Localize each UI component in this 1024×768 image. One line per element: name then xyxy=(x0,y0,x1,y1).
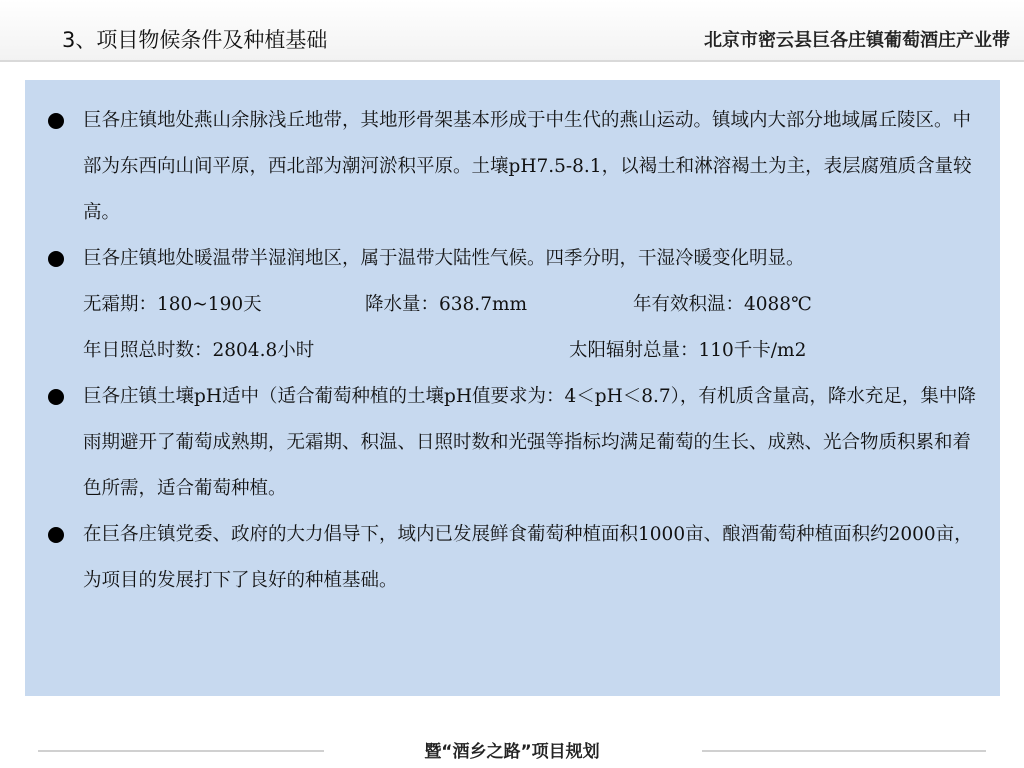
climate-stats-row-2 xyxy=(47,328,986,374)
content-panel xyxy=(25,80,1000,696)
paragraph-soil xyxy=(47,374,986,512)
bullet-icon xyxy=(48,251,64,267)
paragraph-text: 巨各庄镇地处燕山余脉浅丘地带，其地形骨架基本形成于中生代的燕山运动。镇域内大部分地域属丘陵区。中部为东西向山间平原，西北部为潮河淤积平原。土壤pH7.5-8.1，以褐土和淋溶褐土为主，表层腐殖质含量较高。 xyxy=(83,110,972,223)
footer-title: 暨“酒乡之路”项目规划 xyxy=(424,742,600,762)
bullet-icon xyxy=(48,389,64,405)
accumulated-temp-stat: 年有效积温：4088℃ xyxy=(633,294,812,315)
climate-stats-row-1 xyxy=(47,282,986,328)
paragraph-terrain xyxy=(47,98,986,236)
sunshine-hours-stat: 年日照总时数：2804.8小时 xyxy=(83,340,315,361)
header-bar xyxy=(0,0,1024,62)
paragraph-planting xyxy=(47,512,986,604)
header-divider xyxy=(0,60,1024,62)
bullet-icon xyxy=(48,113,64,129)
company-title: 北京市密云县巨各庄镇葡萄酒庄产业带 xyxy=(704,30,1010,51)
paragraph-text: 在巨各庄镇党委、政府的大力倡导下，域内已发展鲜食葡萄种植面积1000亩、酿酒葡萄种植面积约2000亩，为项目的发展打下了良好的种植基础。 xyxy=(83,524,973,591)
solar-radiation-stat: 太阳辐射总量：110千卡/m2 xyxy=(569,340,807,361)
frost-free-stat: 无霜期：180~190天 xyxy=(83,294,262,315)
paragraph-text: 巨各庄镇地处暖温带半湿润地区，属于温带大陆性气候。四季分明，干湿冷暖变化明显。 xyxy=(83,248,805,269)
paragraph-climate xyxy=(47,236,986,282)
section-title: 3、项目物候条件及种植基础 xyxy=(62,28,328,52)
bullet-icon xyxy=(48,527,64,543)
precipitation-stat: 降水量：638.7mm xyxy=(365,294,528,315)
paragraph-text: 巨各庄镇土壤pH适中（适合葡萄种植的土壤pH值要求为：4＜pH＜8.7），有机质含量高，降水充足，集中降雨期避开了葡萄成熟期，无霜期、积温、日照时数和光强等指标均满足葡萄的生长、成熟、光合物质积累和着色所需，适合葡萄种植。 xyxy=(83,386,976,499)
